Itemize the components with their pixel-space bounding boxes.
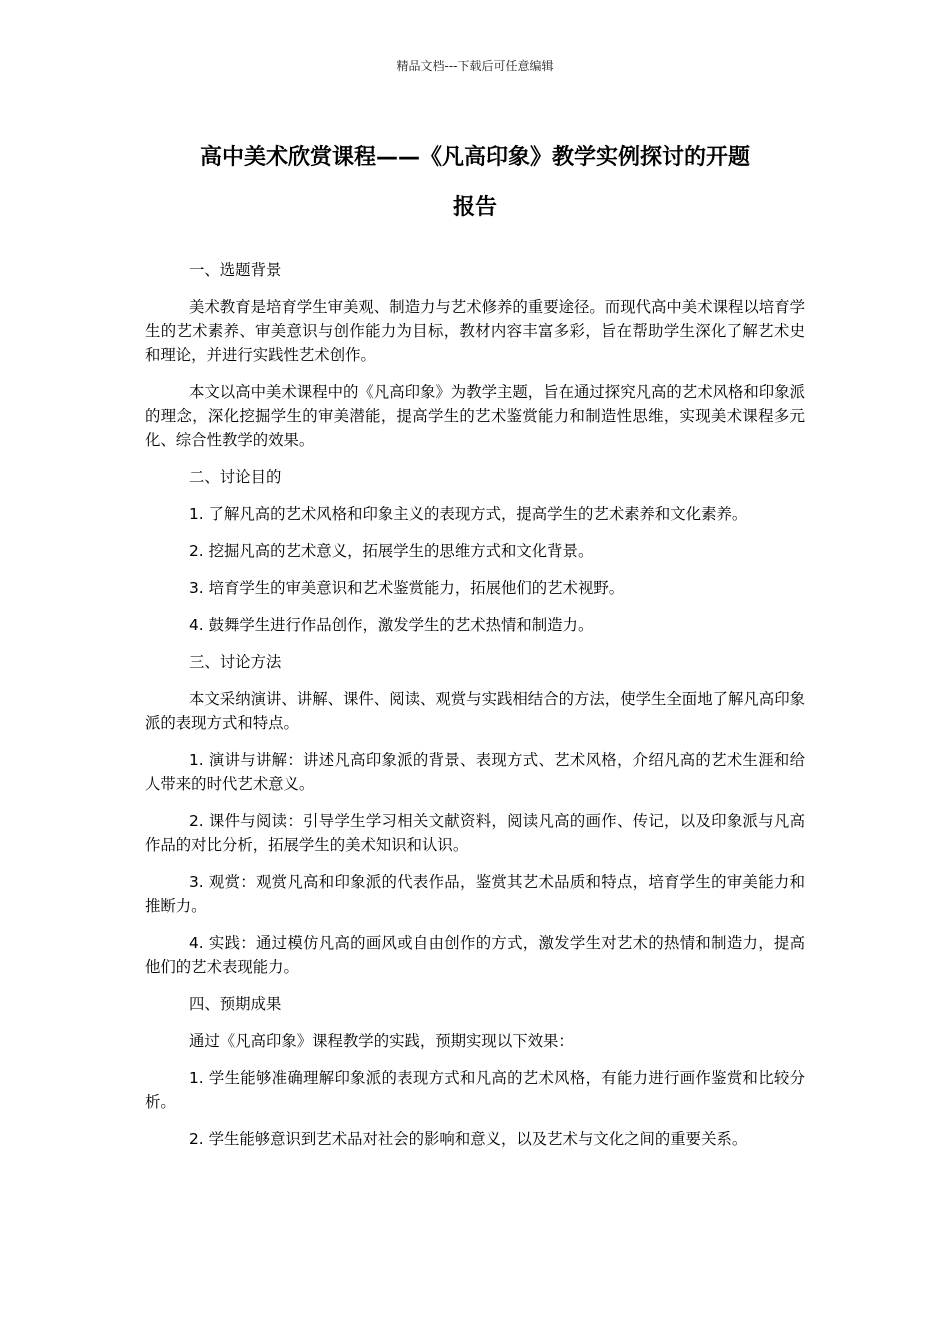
document-title — [145, 133, 805, 233]
paragraph: 通过《凡高印象》课程教学的实践，预期实现以下效果： — [189, 1032, 574, 1050]
section-heading-purpose: 二、讨论目的 — [189, 468, 282, 486]
list-item: 2. 挖掘凡高的艺术意义，拓展学生的思维方式和文化背景。 — [189, 542, 594, 560]
list-item: 4. 鼓舞学生进行作品创作，激发学生的艺术热情和制造力。 — [189, 616, 594, 634]
list-item: 1. 了解凡高的艺术风格和印象主义的表现方式，提高学生的艺术素养和文化素养。 — [189, 505, 748, 523]
list-item: 3. 培育学生的审美意识和艺术鉴赏能力，拓展他们的艺术视野。 — [189, 579, 625, 597]
list-item: 2. 课件与阅读：引导学生学习相关文献资料，阅读凡高的画作、传记，以及印象派与凡高作品的对比分析，拓展学生的美术知识和认识。 — [145, 812, 805, 854]
document-body — [145, 258, 805, 1164]
list-item: 3. 观赏：观赏凡高和印象派的代表作品，鉴赏其艺术品质和特点，培育学生的审美能力和推断力。 — [145, 873, 805, 915]
list-item: 4. 实践：通过模仿凡高的画风或自由创作的方式，激发学生对艺术的热情和制造力，提高他们的艺术表现能力。 — [145, 934, 805, 976]
section-heading-background: 一、选题背景 — [189, 261, 282, 279]
section-heading-method: 三、讨论方法 — [189, 653, 282, 671]
list-item: 1. 演讲与讲解：讲述凡高印象派的背景、表现方式、艺术风格，介绍凡高的艺术生涯和给人带来的时代艺术意义。 — [145, 751, 805, 793]
title-line-2: 报告 — [452, 195, 497, 220]
paragraph: 美术教育是培育学生审美观、制造力与艺术修养的重要途径。而现代高中美术课程以培育学生的艺术素养、审美意识与创作能力为目标，教材内容丰富多彩，旨在帮助学生深化了解艺术史和理论，并进行实践性艺术创作。 — [145, 298, 805, 364]
paragraph: 本文采纳演讲、讲解、课件、阅读、观赏与实践相结合的方法，使学生全面地了解凡高印象派的表现方式和特点。 — [145, 690, 805, 732]
section-heading-outcomes: 四、预期成果 — [189, 995, 282, 1013]
list-item: 2. 学生能够意识到艺术品对社会的影响和意义，以及艺术与文化之间的重要关系。 — [189, 1130, 748, 1148]
list-item: 1. 学生能够准确理解印象派的表现方式和凡高的艺术风格，有能力进行画作鉴赏和比较分析。 — [145, 1069, 805, 1111]
title-line-1: 高中美术欣赏课程——《凡高印象》教学实例探讨的开题 — [199, 145, 750, 170]
paragraph: 本文以高中美术课程中的《凡高印象》为教学主题，旨在通过探究凡高的艺术风格和印象派的理念，深化挖掘学生的审美潜能，提高学生的艺术鉴赏能力和制造性思维，实现美术课程多元化、综合性教学的效果。 — [145, 383, 805, 449]
header-note: 精品文档---下载后可任意编辑 — [396, 59, 554, 73]
